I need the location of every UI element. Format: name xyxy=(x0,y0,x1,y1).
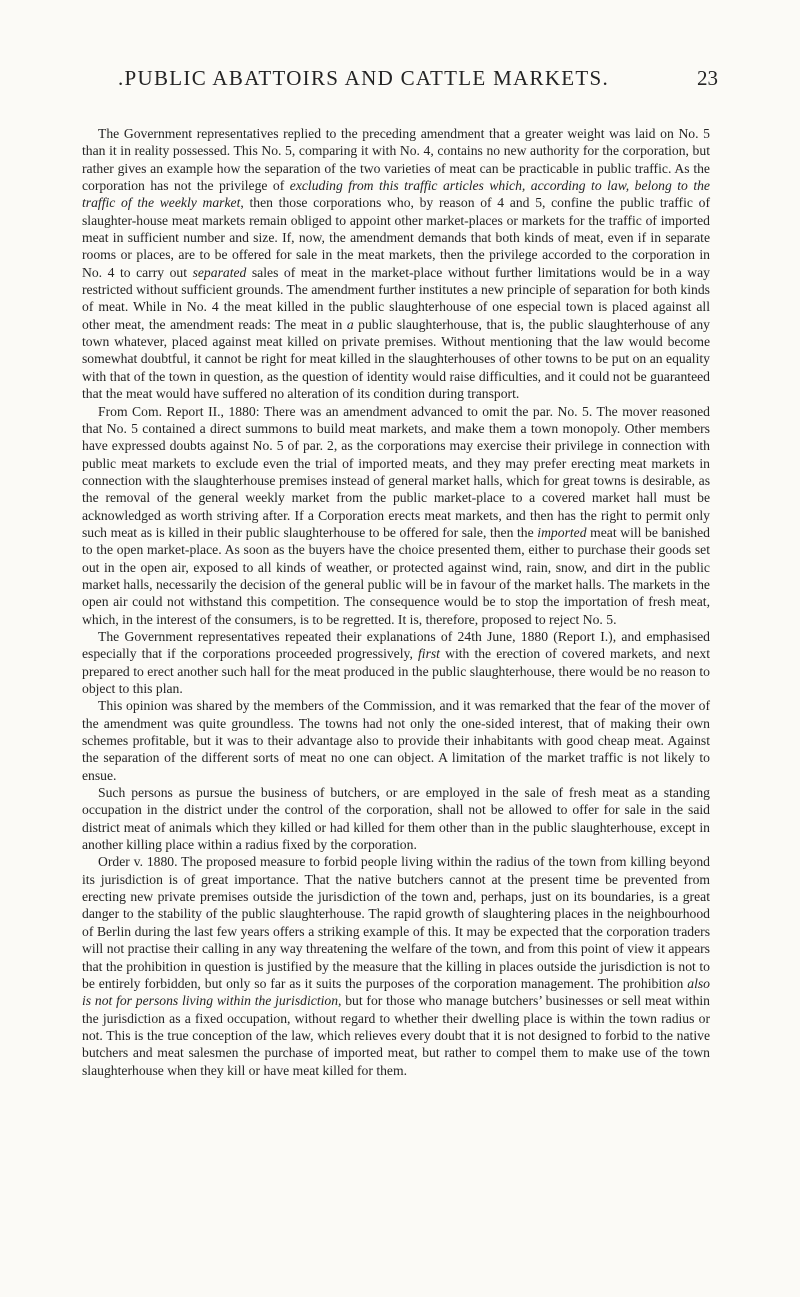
italic-text: excluding from this traffic articles which, according to law, belong to the traffic of the weekly market xyxy=(82,178,710,211)
paragraph xyxy=(82,853,710,1078)
paragraph xyxy=(82,628,710,697)
text-run: with the erection of covered markets, and next prepared to erect another such hall for the meat produced in the public slaughterhouse, there would be no reason to object to this plan. xyxy=(82,646,710,696)
italic-text: separated xyxy=(192,264,247,280)
text-run: This opinion was shared by the members of the Commission, and it was remarked that the fear of the mover of the amendment was quite groundless. The towns had not only the one-sided interest, that of making their own schemes profitable, but it was to their advantage also to provide their inhabitants with good cheap meat. Against the separation of the different sorts of meat no one can object. A limitation of the market traffic is not likely to ensue. xyxy=(82,698,710,783)
page-body xyxy=(82,125,710,1079)
text-run: Order v. 1880. The proposed measure to forbid people living within the radius of the town from killing beyond its jurisdiction is of great importance. That the native butchers cannot at the present time be prevented from erecting new private premises outside the jurisdiction of the town and, perhaps, just on its boundaries, is a great danger to the stability of the public slaughterhouse. The rapid growth of slaughtering places in the neighbourhood of Berlin during the last few years offers a striking example of this. It may be expected that the corporation traders will not practise their calling in any way threatening the welfare of the town, and from this point of view it appears that the prohibition in question is justified by the measure that the killing in places outside the jurisdiction is not to be entirely forbidden, but only so far as it suits the purposes of the corporation management. The prohibition xyxy=(82,854,710,991)
text-run: meat will be banished to the open market-place. As soon as the buyers have the choice presented them, either to purchase their goods set out in the open air, exposed to all kinds of weather, or protected against wind, rain, snow, and dirt in the public market halls, necessarily the decision of the general public will be in favour of the market halls. The markets in the open air could not withstand this competition. The consequence would be to stop the importation of fresh meat, which, in the interest of the consumers, is to be regretted. It is, therefore, proposed to reject No. 5. xyxy=(82,524,710,627)
paragraph xyxy=(82,784,710,853)
text-run: , but for those who manage butchers’ businesses or sell meat within the jurisdiction as a fixed occupation, without regard to whether their dwelling place is within the town radius or not. This is the true conception of the law, which relieves every doubt that it is not designed to forbid to the native butchers and meat salesmen the purchase of imported meat, but rather to compel them to make use of the town slaughterhouse when they kill or have meat killed for them. xyxy=(82,993,711,1078)
page-number: 23 xyxy=(697,66,718,90)
paragraph xyxy=(82,403,710,628)
italic-text: also is not for persons living within the jurisdiction xyxy=(82,975,710,1009)
text-run: The Government representatives replied to the preceding amendment that a greater weight was laid on No. 5 than it in reality possessed. This No. 5, comparing it with No. 4, contains no new authority for the corporation, but rather gives an example how the separation of the two varieties of meat can be practicable in public traffic. As the corporation has not the privilege of xyxy=(82,126,710,194)
running-title: .PUBLIC ABATTOIRS AND CATTLE MARKETS. xyxy=(118,66,610,90)
text-run: public slaughterhouse, that is, the public slaughterhouse of any town whatever, placed against meat killed on private premises. Without mentioning that the law would become somewhat doubtful, it cannot be right for meat killed in the slaughterhouses of other towns to be put on an equality with that of the town in question, as the question of identity would raise difficulties, and it could not be guaranteed that the meat would have suffered no alteration of its condition during transport. xyxy=(82,316,710,402)
text-run: The Government representatives repeated their explanations of 24th June, 1880 (Report I.), and emphasised especially that if the corporations proceeded progressively, xyxy=(82,628,710,662)
italic-text: a xyxy=(346,316,354,332)
paragraph xyxy=(82,697,710,784)
italic-text: first xyxy=(417,646,440,662)
text-run: Such persons as pursue the business of butchers, or are employed in the sale of fresh meat as a standing occupation in the district under the control of the corporation, shall not be allowed to offer for sale in the said district meat of animals which they killed or had killed for them other than in the public slaughterhouse, except in another killing place within a radius fixed by the corporation. xyxy=(82,785,710,853)
paragraph xyxy=(82,125,710,403)
text-run: From Com. Report II., 1880: There was an amendment advanced to omit the par. No. 5. The mover reasoned that No. 5 contained a direct summons to build meat markets, and make them a town monopoly. Other members have expressed doubts against No. 5 of par. 2, as the corporations may exercise their privilege in connection with public meat markets to exclude even the trial of imported meats, and they may prefer erecting meat markets in connection with the slaughterhouse premises instead of general market halls, which for great towns is desirable, as the removal of the general weekly market from the public market-place to a covered market hall must be acknowledged as worth striving after. If a Corporation erects meat markets, and then has the right to permit only such meat as is killed in their public slaughterhouse to be offered for sale, then the xyxy=(82,403,710,540)
text-run: sales of meat in the market-place without further limitations would be in a way restricted without sufficient grounds. The amendment further institutes a new principle of separation for both kinds of meat. While in No. 4 the meat killed in the public slaughterhouse of one especial town is placed against all other meat, the amendment reads: The meat in xyxy=(82,264,710,332)
text-run: , then those corporations who, by reason of 4 and 5, confine the public traffic of slaughter-house meat markets remain obliged to appoint other market-places or markets for the traffic of imported meat in sufficient number and size. If, now, the amendment demands that both kinds of meat, even if in separate rooms or places, are to be offered for sale in the meat markets, then the privilege accorded to the corporation in No. 4 to carry out xyxy=(82,195,710,280)
italic-text: imported xyxy=(537,524,587,540)
